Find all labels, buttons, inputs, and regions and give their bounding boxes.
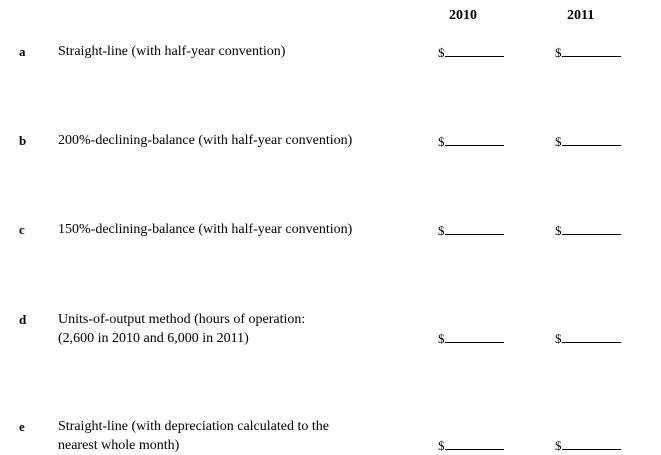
row-description: [58, 42, 285, 61]
blank-line: [445, 330, 504, 343]
row-letter: d: [19, 312, 27, 327]
row-letter: c: [19, 222, 25, 237]
currency-symbol: $: [555, 331, 562, 346]
currency-symbol: $: [555, 134, 562, 149]
description-line: Straight-line (with depreciation calculated to the: [58, 419, 329, 434]
blank-line: [445, 133, 504, 146]
blank-line: [445, 222, 504, 235]
description-line: 200%-declining-balance (with half-year convention): [58, 133, 353, 148]
row-description: [58, 131, 352, 150]
blank-line: [562, 44, 621, 57]
currency-symbol: $: [438, 331, 445, 346]
row-description: [58, 310, 305, 348]
answer-blank-2011[interactable]: [555, 133, 621, 150]
blank-line: [445, 44, 504, 57]
row-description: [58, 417, 329, 455]
blank-line: [445, 437, 504, 450]
column-header-2010: 2010: [449, 8, 477, 23]
currency-symbol: $: [438, 438, 445, 453]
description-line: Straight-line (with half-year convention): [58, 44, 286, 59]
currency-symbol: $: [555, 438, 562, 453]
answer-blank-2010[interactable]: [438, 133, 504, 150]
blank-line: [562, 222, 621, 235]
currency-symbol: $: [438, 223, 445, 238]
description-line: nearest whole month): [58, 438, 180, 453]
answer-blank-2011[interactable]: [555, 437, 621, 454]
answer-blank-2011[interactable]: [555, 222, 621, 239]
currency-symbol: $: [555, 223, 562, 238]
description-line: (2,600 in 2010 and 6,000 in 2011): [58, 331, 249, 346]
row-letter: b: [19, 133, 27, 148]
answer-blank-2010[interactable]: [438, 222, 504, 239]
currency-symbol: $: [555, 45, 562, 60]
answer-blank-2010[interactable]: [438, 330, 504, 347]
row-description: [58, 220, 352, 239]
row-letter: e: [19, 419, 25, 434]
answer-blank-2010[interactable]: [438, 44, 504, 61]
currency-symbol: $: [438, 45, 445, 60]
row-letter: a: [19, 44, 26, 59]
blank-line: [562, 437, 621, 450]
description-line: Units-of-output method (hours of operation:: [58, 312, 306, 327]
currency-symbol: $: [438, 134, 445, 149]
answer-blank-2010[interactable]: [438, 437, 504, 454]
answer-blank-2011[interactable]: [555, 44, 621, 61]
blank-line: [562, 133, 621, 146]
column-header-2011: 2011: [567, 8, 595, 23]
description-line: 150%-declining-balance (with half-year convention): [58, 222, 353, 237]
answer-blank-2011[interactable]: [555, 330, 621, 347]
blank-line: [562, 330, 621, 343]
